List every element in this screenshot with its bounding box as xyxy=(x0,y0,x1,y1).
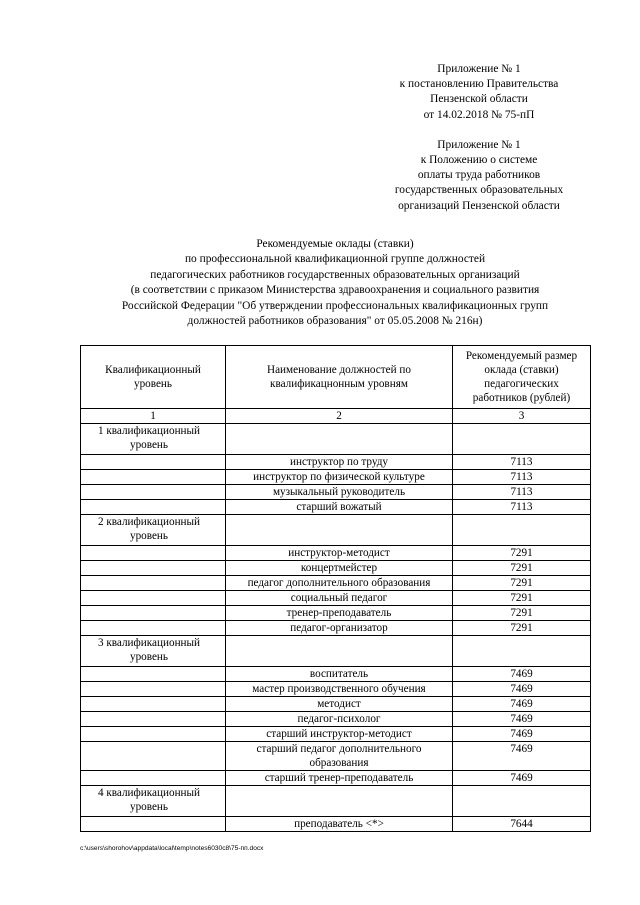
empty-cell xyxy=(453,636,591,667)
title-line: Рекомендуемые оклады (ставки) xyxy=(256,238,414,250)
position-name-cell: педагог дополнительного образования xyxy=(226,576,453,591)
table-row xyxy=(81,591,591,606)
empty-cell xyxy=(453,515,591,546)
header-salary: Рекомендуемый размер оклада (ставки) педагогических работников (рублей) xyxy=(453,346,591,409)
empty-cell xyxy=(81,591,226,606)
empty-cell xyxy=(81,576,226,591)
header-position-name: Наименование должностей по квалификацнонным уровням xyxy=(226,346,453,409)
empty-cell xyxy=(226,636,453,667)
salary-table xyxy=(80,345,591,832)
position-name-cell: инструктор по труду xyxy=(226,455,453,470)
level-row xyxy=(81,786,591,817)
qualification-level-label: 4 квалификационный уровень xyxy=(97,787,201,813)
salary-cell: 7469 xyxy=(453,771,591,786)
table-row xyxy=(81,667,591,682)
table-row xyxy=(81,712,591,727)
empty-cell xyxy=(81,682,226,697)
empty-cell xyxy=(81,697,226,712)
salary-cell: 7291 xyxy=(453,606,591,621)
qualification-level-label: 3 квалификационный уровень xyxy=(97,637,201,663)
position-name-cell: старший инструктор-методист xyxy=(226,727,453,742)
title-line: Российской Федерации "Об утверждении профессиональных квалификационных групп xyxy=(121,299,549,312)
salary-cell: 7291 xyxy=(453,591,591,606)
qualification-level-label: 2 квалификационный уровень xyxy=(97,516,201,542)
position-name-cell: воспитатель xyxy=(226,667,453,682)
position-name-cell: методист xyxy=(226,697,453,712)
title-line: (в соответствии с приказом Министерства здравоохранения и социального развития xyxy=(130,284,540,297)
file-path-footer: c:\users\shorohov\appdata\local\temp\notes6030c8\75-пп.docx xyxy=(80,845,264,852)
empty-cell xyxy=(81,771,226,786)
empty-cell xyxy=(81,742,226,771)
empty-cell xyxy=(226,786,453,817)
qualification-level-cell xyxy=(81,786,226,817)
table-row xyxy=(81,621,591,636)
level-row xyxy=(81,424,591,455)
table-row xyxy=(81,576,591,591)
appendix1-line: от 14.02.2018 № 75-пП xyxy=(423,108,535,121)
empty-cell xyxy=(81,470,226,485)
empty-cell xyxy=(81,712,226,727)
position-name-cell: концертмейстер xyxy=(226,561,453,576)
position-name-cell: педагог-организатор xyxy=(226,621,453,636)
position-name-cell: музыкальный руководитель xyxy=(226,485,453,500)
appendix2-line: к Положению о системе xyxy=(420,154,538,167)
table-row xyxy=(81,727,591,742)
empty-cell xyxy=(81,621,226,636)
document-title xyxy=(66,237,604,329)
appendix-header xyxy=(360,62,598,214)
appendix2-line: Приложение № 1 xyxy=(437,138,521,151)
table-row xyxy=(81,470,591,485)
salary-cell: 7113 xyxy=(453,470,591,485)
salary-cell: 7113 xyxy=(453,455,591,470)
table-row xyxy=(81,500,591,515)
empty-cell xyxy=(453,424,591,455)
appendix2-line: организаций Пензенской области xyxy=(398,199,560,212)
empty-cell xyxy=(226,424,453,455)
empty-cell xyxy=(81,606,226,621)
empty-cell xyxy=(226,515,453,546)
appendix2-line: оплаты труда работников xyxy=(417,169,541,182)
position-name-cell: педагог-психолог xyxy=(226,712,453,727)
position-name-cell: инструктор по физической культуре xyxy=(226,470,453,485)
position-name-cell: преподаватель <*> xyxy=(226,817,453,832)
salary-cell: 7113 xyxy=(453,485,591,500)
empty-cell xyxy=(81,485,226,500)
table-row xyxy=(81,546,591,561)
table-row xyxy=(81,742,591,771)
appendix1-line: Пензенской области xyxy=(430,93,528,106)
column-number: 2 xyxy=(226,409,453,424)
appendix2-line: государственных образовательных xyxy=(394,184,564,197)
table-row xyxy=(81,455,591,470)
level-row xyxy=(81,636,591,667)
column-number-row xyxy=(81,409,591,424)
empty-cell xyxy=(81,455,226,470)
table-row xyxy=(81,561,591,576)
position-name-cell: мастер производственного обучения xyxy=(226,682,453,697)
title-line: по профессиональной квалификационной группе должностей xyxy=(184,253,486,266)
salary-cell: 7291 xyxy=(453,561,591,576)
empty-cell xyxy=(81,667,226,682)
salary-cell: 7644 xyxy=(453,817,591,832)
salary-cell: 7469 xyxy=(453,727,591,742)
table-row xyxy=(81,606,591,621)
position-name-cell: социальный педагог xyxy=(226,591,453,606)
title-line: должностей работников образования" от 05.05.2008 № 216н) xyxy=(187,315,483,328)
salary-cell: 7469 xyxy=(453,697,591,712)
table-row xyxy=(81,817,591,832)
header-qualification-level: Квалификационный уровень xyxy=(81,346,226,409)
table-header-row xyxy=(81,346,591,409)
table-row xyxy=(81,485,591,500)
table-row xyxy=(81,771,591,786)
qualification-level-label: 1 квалификационный уровень xyxy=(97,425,201,451)
salary-cell: 7469 xyxy=(453,712,591,727)
column-number: 3 xyxy=(453,409,591,424)
empty-cell xyxy=(81,561,226,576)
qualification-level-cell xyxy=(81,636,226,667)
empty-cell xyxy=(81,817,226,832)
salary-cell: 7113 xyxy=(453,500,591,515)
empty-cell xyxy=(81,500,226,515)
salary-cell: 7291 xyxy=(453,621,591,636)
table-row xyxy=(81,697,591,712)
empty-cell xyxy=(81,727,226,742)
table-row xyxy=(81,682,591,697)
position-name-cell: старший вожатый xyxy=(226,500,453,515)
column-number: 1 xyxy=(81,409,226,424)
salary-cell: 7291 xyxy=(453,576,591,591)
appendix1-line: к постановлению Правительства xyxy=(399,78,559,91)
qualification-level-cell xyxy=(81,424,226,455)
position-name-cell: старший тренер-преподаватель xyxy=(226,771,453,786)
title-line: педагогических работников государственных образовательных организаций xyxy=(150,268,520,281)
qualification-level-cell xyxy=(81,515,226,546)
salary-cell: 7469 xyxy=(453,667,591,682)
salary-cell: 7469 xyxy=(453,682,591,697)
salary-cell: 7469 xyxy=(453,742,591,771)
appendix1-line: Приложение № 1 xyxy=(437,63,521,75)
position-name-cell: инструктор-методист xyxy=(226,546,453,561)
level-row xyxy=(81,515,591,546)
empty-cell xyxy=(453,786,591,817)
position-name-cell: старший педагог дополнительного образования xyxy=(226,742,453,771)
empty-cell xyxy=(81,546,226,561)
salary-cell: 7291 xyxy=(453,546,591,561)
position-name-cell: тренер-преподаватель xyxy=(226,606,453,621)
